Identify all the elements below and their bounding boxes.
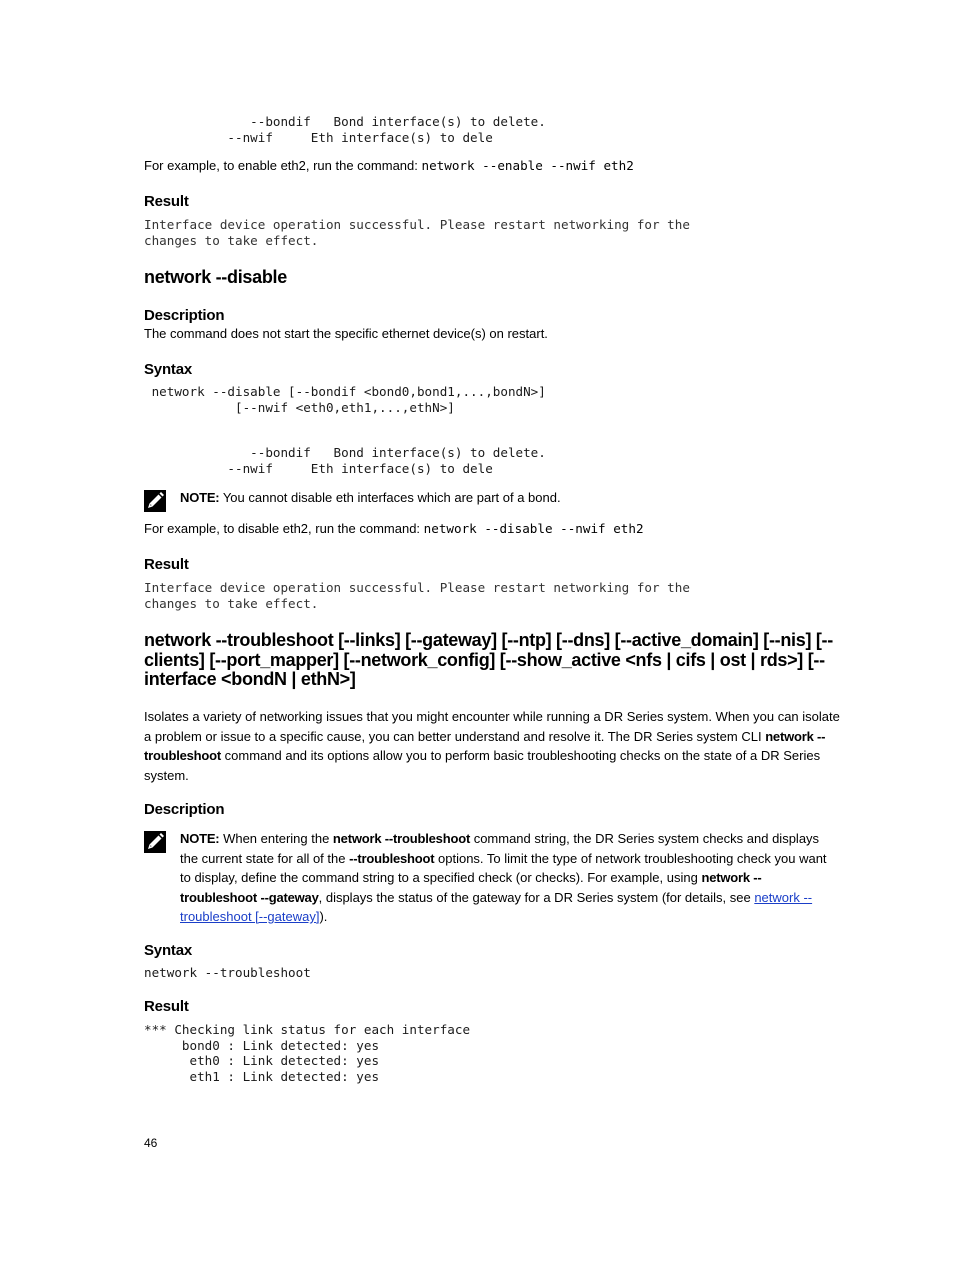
section-title-troubleshoot: network --troubleshoot [--links] [--gateway] [--ntp] [--dns] [--active_domain] [--nis] [-- clients] [--port_mapper] [--network_config] [--show_active <nfs | cifs | ost | rds>] [-- interface <bondN | ethN>] — [144, 630, 833, 689]
options-code: --bondif Bond interface(s) to delete. --nwif Eth interface(s) to dele — [227, 445, 546, 476]
result-code: Interface device operation successful. Please restart networking for the changes to take effect. — [144, 580, 690, 611]
disable-example: For example, to disable eth2, run the command: network --disable --nwif eth2 — [144, 521, 644, 536]
page-number: 46 — [144, 1136, 158, 1150]
note-text: NOTE: When entering the network --troubleshoot command string, the DR Series system checks and displays the current state for all of the --troubleshoot options. To limit the type of network troubleshooting check you want to display, define the command string to a specified check (or checks). For example, using network --troubleshoot --gateway, displays the status of the gateway for a DR Series system (for details, see network --troubleshoot [--gateway]). — [180, 831, 827, 924]
pencil-note-icon — [144, 831, 166, 853]
result-heading: Result — [144, 556, 189, 573]
disable-command: network --disable --nwif eth2 — [423, 521, 644, 536]
section-title-disable: network --disable — [144, 267, 287, 287]
note-text: NOTE: You cannot disable eth interfaces which are part of a bond. — [180, 490, 561, 505]
enable-command: network --enable --nwif eth2 — [421, 158, 634, 173]
options-code-top: --bondif Bond interface(s) to delete. --nwif Eth interface(s) to dele — [144, 114, 546, 145]
syntax-code: network --disable [--bondif <bond0,bond1,...,bondN>] [--nwif <eth0,eth1,...,ethN>] — [151, 384, 546, 415]
description-text: The command does not start the specific ethernet device(s) on restart. — [144, 326, 548, 341]
result-heading: Result — [144, 998, 189, 1015]
result-code: Interface device operation successful. Please restart networking for the changes to take effect. — [144, 217, 690, 248]
enable-example: For example, to enable eth2, run the command: network --enable --nwif eth2 — [144, 158, 634, 173]
pencil-note-icon — [144, 490, 166, 512]
syntax-heading: Syntax — [144, 942, 192, 959]
description-heading: Description — [144, 801, 225, 818]
description-heading: Description — [144, 307, 225, 324]
intro-paragraph: Isolates a variety of networking issues that you might encounter while running a DR Series system. When you can isolate a problem or issue to a specific cause, you can better understand and resolve it. The DR Series system CLI network --troubleshoot command and its options allow you to perform basic troubleshooting checks on the state of a DR Series system. — [144, 709, 840, 783]
syntax-code: network --troubleshoot — [144, 965, 311, 980]
result-code: *** Checking link status for each interface bond0 : Link detected: yes eth0 : Link detected: yes eth1 : Link detected: yes — [144, 1022, 471, 1084]
syntax-heading: Syntax — [144, 361, 192, 378]
result-heading: Result — [144, 193, 189, 210]
gateway-link[interactable]: network --troubleshoot [--gateway] — [180, 889, 813, 924]
